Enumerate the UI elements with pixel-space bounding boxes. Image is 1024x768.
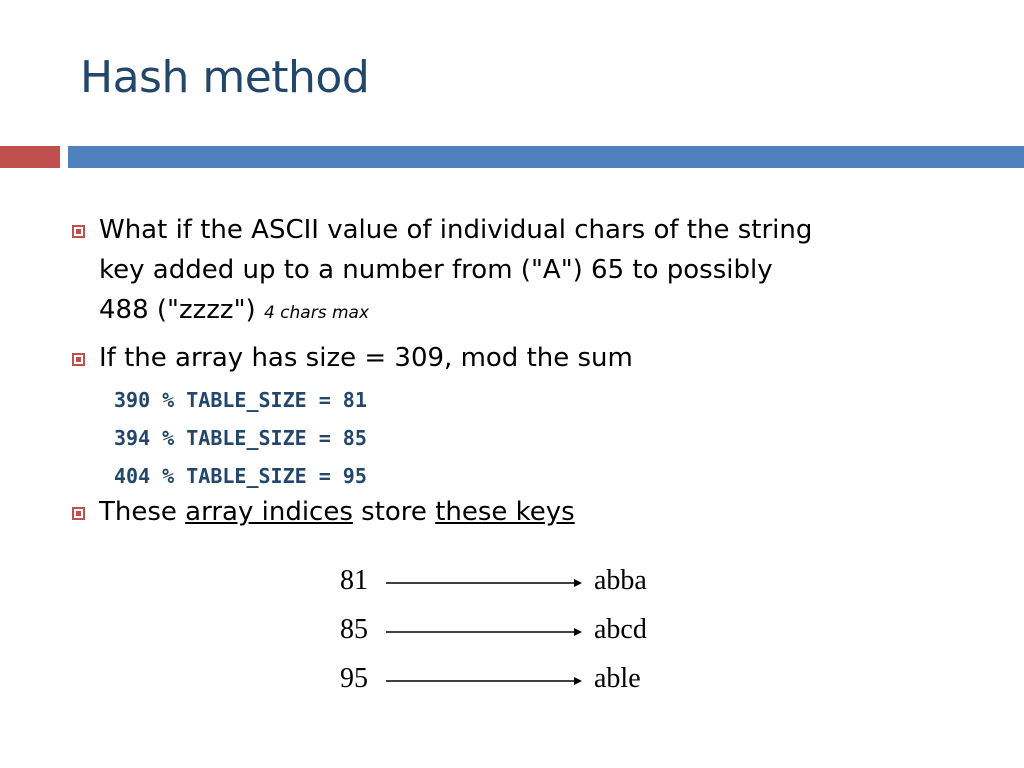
bullet-ascii-sum xyxy=(72,210,952,333)
mapping-row xyxy=(340,663,680,703)
these-keys-text: these keys xyxy=(435,497,575,527)
mapping-key: abcd xyxy=(594,614,647,645)
mapping-index: 95 xyxy=(340,663,368,694)
mapping-row xyxy=(340,614,680,654)
code-line: 390 % TABLE_SIZE = 81 xyxy=(114,388,367,412)
arrow-right-icon xyxy=(384,673,584,689)
code-line: 404 % TABLE_SIZE = 95 xyxy=(114,464,367,488)
code-line: 394 % TABLE_SIZE = 85 xyxy=(114,426,367,450)
mapping-key: able xyxy=(594,663,641,694)
bullet-square-icon xyxy=(72,225,85,238)
arrow-right-icon xyxy=(384,624,584,640)
bullet-text xyxy=(99,492,952,532)
bullet-line: key added up to a number from ("A") 65 to possibly xyxy=(99,255,773,285)
bullet-line: What if the ASCII value of individual chars of the string xyxy=(99,215,813,245)
header-accent-red-bar xyxy=(0,146,60,168)
mapping-key: abba xyxy=(594,565,647,596)
bullet-array-size xyxy=(72,338,952,378)
bullet-text-middle: store xyxy=(352,497,436,527)
bullet-text xyxy=(99,210,952,333)
arrow-right-icon xyxy=(384,575,584,591)
array-indices-text: array indices xyxy=(185,497,353,527)
bullet-square-icon xyxy=(72,353,85,366)
bullet-square-icon xyxy=(72,507,85,520)
bullet-text-prefix: These xyxy=(99,497,186,527)
bullet-note: 4 chars max xyxy=(263,303,369,323)
mapping-index: 85 xyxy=(340,614,368,645)
mapping-row xyxy=(340,565,680,605)
mapping-index: 81 xyxy=(340,565,368,596)
bullet-indices-keys xyxy=(72,492,952,532)
slide-title: Hash method xyxy=(80,52,370,103)
header-accent-blue-bar xyxy=(68,146,1024,168)
bullet-line: 488 ("zzzz") xyxy=(99,295,256,325)
bullet-text: If the array has size = 309, mod the sum xyxy=(99,343,633,373)
